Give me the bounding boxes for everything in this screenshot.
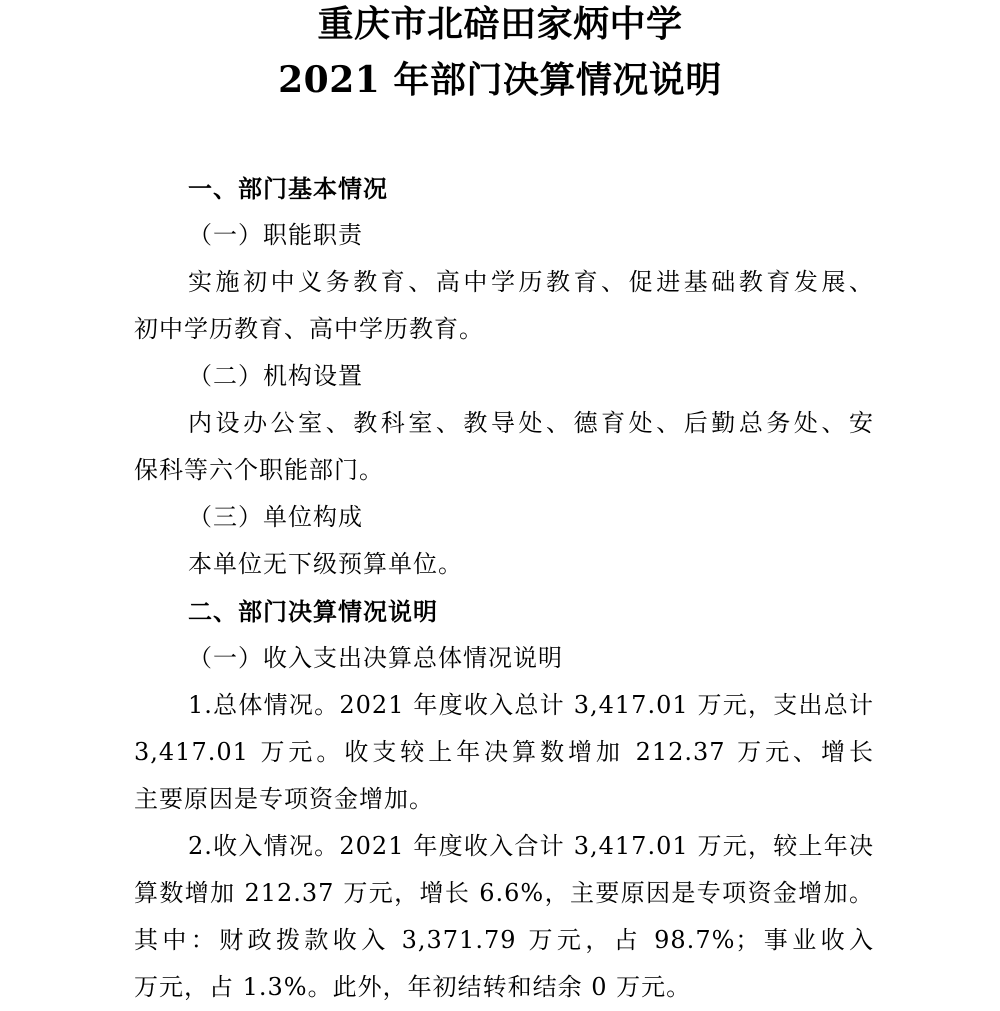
title-school-name: 重庆市北碚田家炳中学 [317,3,683,45]
paragraph-line: （一）收入支出决算总体情况说明 [188,644,563,672]
paragraph-line: （二）机构设置 [188,362,363,390]
section-heading: 一、部门基本情况 [188,174,388,203]
paragraph-line: 万元，占 1.3%。此外，年初结转和结余 0 万元。 [134,973,692,1001]
paragraph-line: 2.收入情况。2021 年度收入合计 3,417.01 万元，较上年决 [188,832,874,860]
paragraph-line: 算数增加 212.37 万元，增长 6.6%，主要原因是专项资金增加。 [134,879,874,907]
section-heading: 二、部门决算情况说明 [188,597,438,626]
paragraph-line: 1.总体情况。2021 年度收入总计 3,417.01 万元，支出总计 [188,691,874,719]
paragraph-line: 本单位无下级预算单位。 [188,550,463,578]
paragraph-line: 其中：财政拨款收入 3,371.79 万元，占 98.7%；事业收入 [134,926,874,954]
paragraph-line: 内设办公室、教科室、教导处、德育处、后勤总务处、安 [188,409,874,437]
paragraph-line: （一）职能职责 [188,221,363,249]
paragraph-line: 主要原因是专项资金增加。 [134,785,434,813]
paragraph-line: 保科等六个职能部门。 [134,456,384,484]
paragraph-line: 实施初中义务教育、高中学历教育、促进基础教育发展、 [188,268,874,296]
paragraph-line: （三）单位构成 [188,503,363,531]
title-report-name: 2021 年部门决算情况说明 [278,59,722,101]
paragraph-line: 初中学历教育、高中学历教育。 [134,315,484,343]
paragraph-line: 3,417.01 万元。收支较上年决算数增加 212.37 万元、增长 [134,738,874,766]
document-body [134,165,874,1011]
